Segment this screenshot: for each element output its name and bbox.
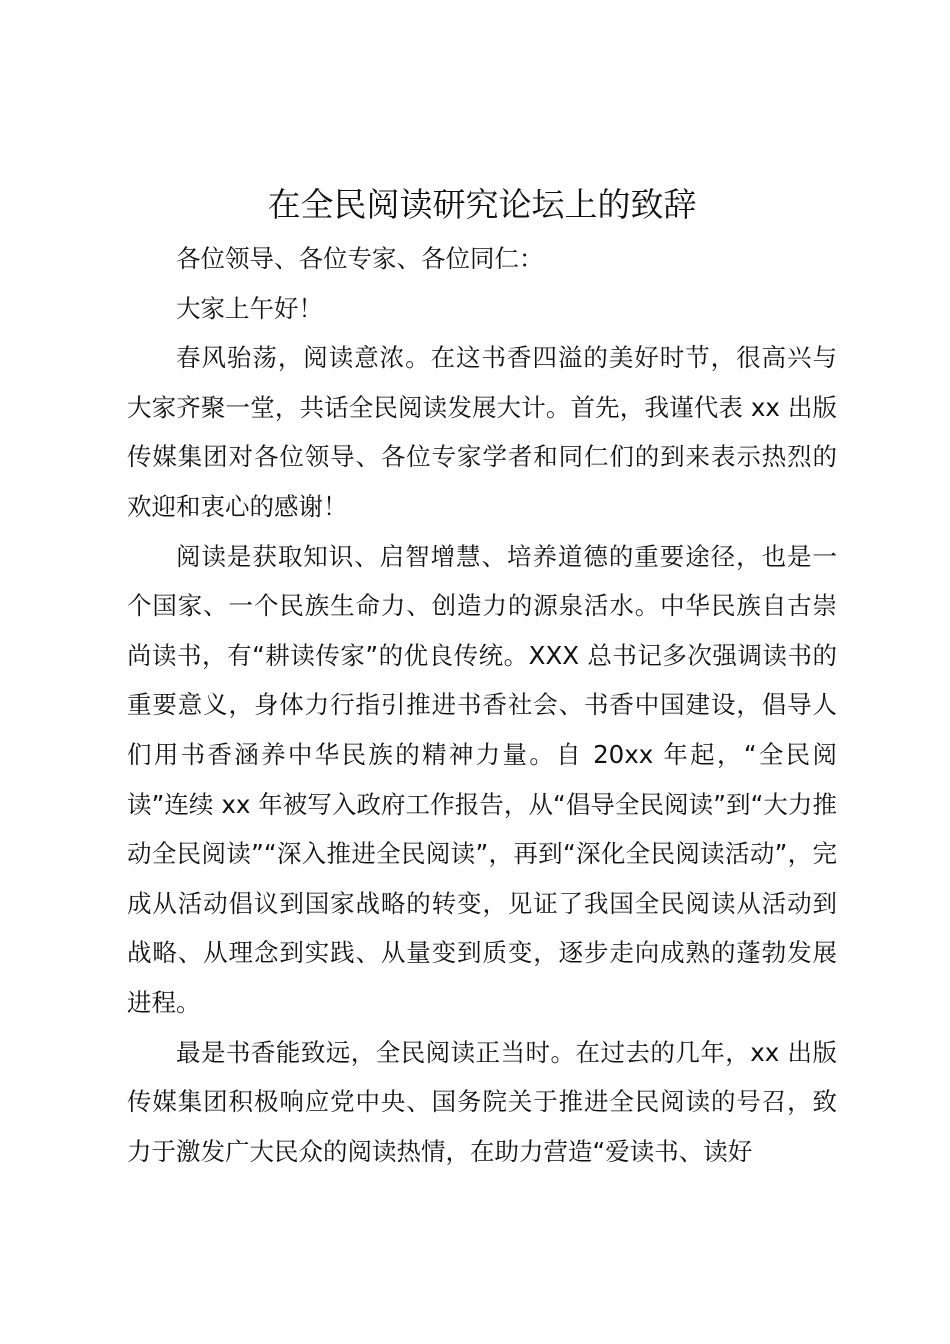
salutation-paragraph: 各位领导、各位专家、各位同仁：: [176, 244, 544, 273]
document-title: 在全民阅读研究论坛上的致辞: [267, 185, 697, 224]
document-page: [127, 176, 837, 1176]
body-paragraph-3: 最是书香能致远，全民阅读正当时。在过去的几年，xx 出版传媒集团积极响应党中央、国务院关于推进全民阅读的号召，致力于激发广大民众的阅读热情，在助力营造“爱读书、读好: [127, 1037, 837, 1166]
body-paragraph-2: 阅读是获取知识、启智增慧、培养道德的重要途径，也是一个国家、一个民族生命力、创造力的源泉活水。中华民族自古崇尚读书，有“耕读传家”的优良传统。XXX 总书记多次强调读书的重要意义，身体力行指引推进书香社会、书香中国建设，倡导人们用书香涵养中华民族的精神力量。自 20xx 年起，“全民阅读”连续 xx 年被写入政府工作报告，从“倡导全民阅读”到“大力推动全民阅读”“深入推进全民阅读”，再到“深化全民阅读活动”，完成从活动倡议到国家战略的转变，见证了我国全民阅读从活动到战略、从理念到实践、从量变到质变，逐步走向成熟的蓬勃发展进程。: [127, 541, 837, 1017]
body-paragraph-1: 春风骀荡，阅读意浓。在这书香四溢的美好时节，很高兴与大家齐聚一堂，共话全民阅读发展大计。首先，我谨代表 xx 出版传媒集团对各位领导、各位专家学者和同仁们的到来表示热烈的欢迎和衷心的感谢！: [127, 343, 837, 521]
greeting-paragraph: 大家上午好！: [176, 293, 323, 323]
